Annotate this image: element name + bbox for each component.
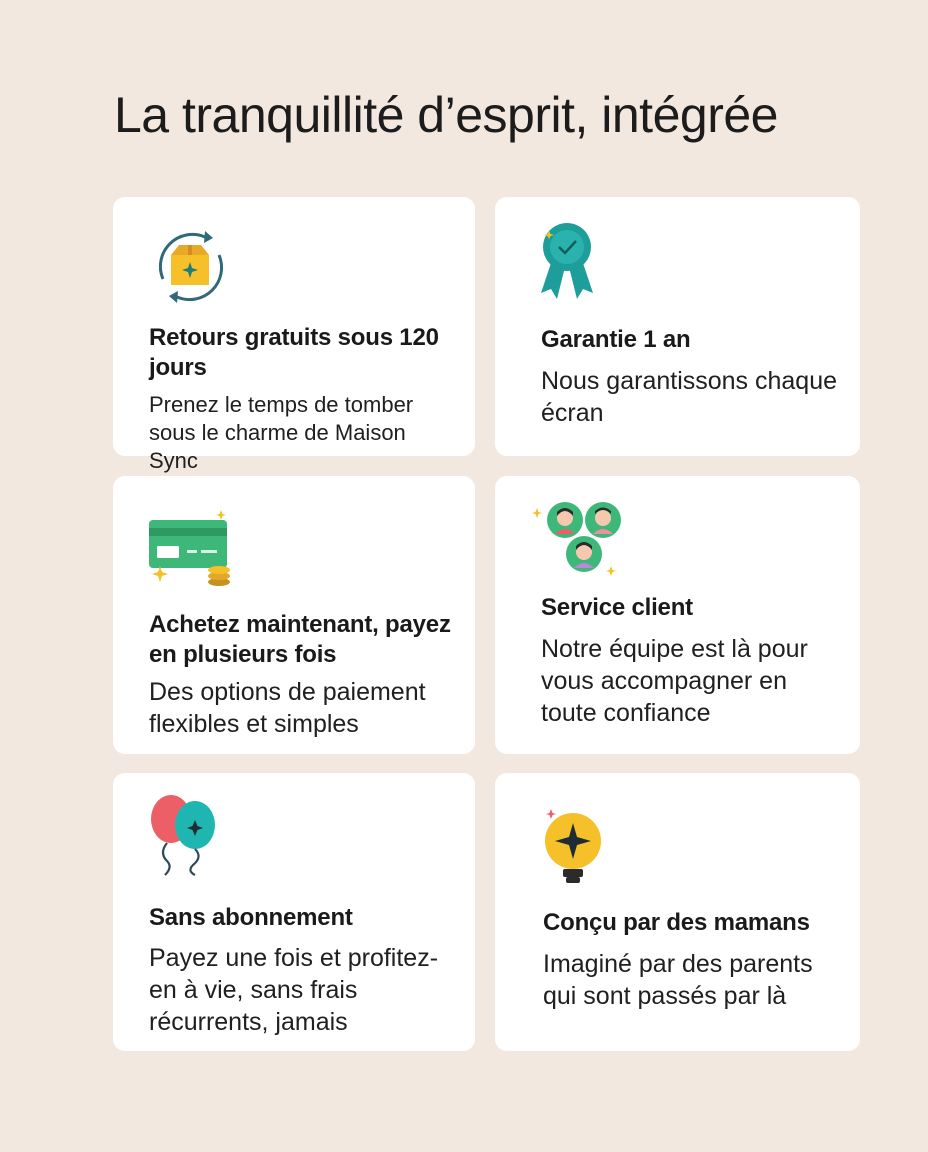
card-heading: Service client: [541, 594, 693, 621]
support-team-icon: [529, 498, 625, 585]
feature-card-warranty: [495, 197, 860, 456]
card-text: Notre équipe est là pour vous accompagner en toute confiance: [541, 635, 808, 727]
feature-card-customer-service: [495, 476, 860, 754]
card-text: Des options de paiement flexibles et simples: [149, 678, 426, 738]
feature-card-installments: [113, 476, 475, 754]
feature-card-no-subscription: [113, 773, 475, 1051]
card-heading: Retours gratuits sous 120 jours: [149, 324, 439, 381]
card-heading: Garantie 1 an: [541, 326, 691, 353]
card-text: Payez une fois et profitez-en à vie, sans frais récurrents, jamais: [149, 944, 439, 1036]
card-text: Imaginé par des parents qui sont passés par là: [543, 950, 813, 1010]
feature-card-designed-by-moms: [495, 773, 860, 1051]
card-heading: Achetez maintenant, payez en plusieurs fois: [149, 611, 451, 668]
award-ribbon-icon: [537, 219, 597, 306]
card-heading: Sans abonnement: [149, 904, 353, 931]
card-text: Prenez le temps de tomber sous le charme de Maison Sync: [149, 392, 414, 473]
balloons-icon: [149, 793, 221, 882]
feature-card-free-returns: [113, 197, 475, 473]
lightbulb-icon: [539, 803, 605, 892]
card-text: Nous garantissons chaque écran: [541, 367, 838, 427]
credit-card-coins-icon: [149, 508, 235, 593]
card-heading: Conçu par des mamans: [543, 909, 810, 936]
page-title: La tranquillité d’esprit, intégrée: [114, 87, 778, 143]
box-return-icon: [149, 225, 233, 314]
